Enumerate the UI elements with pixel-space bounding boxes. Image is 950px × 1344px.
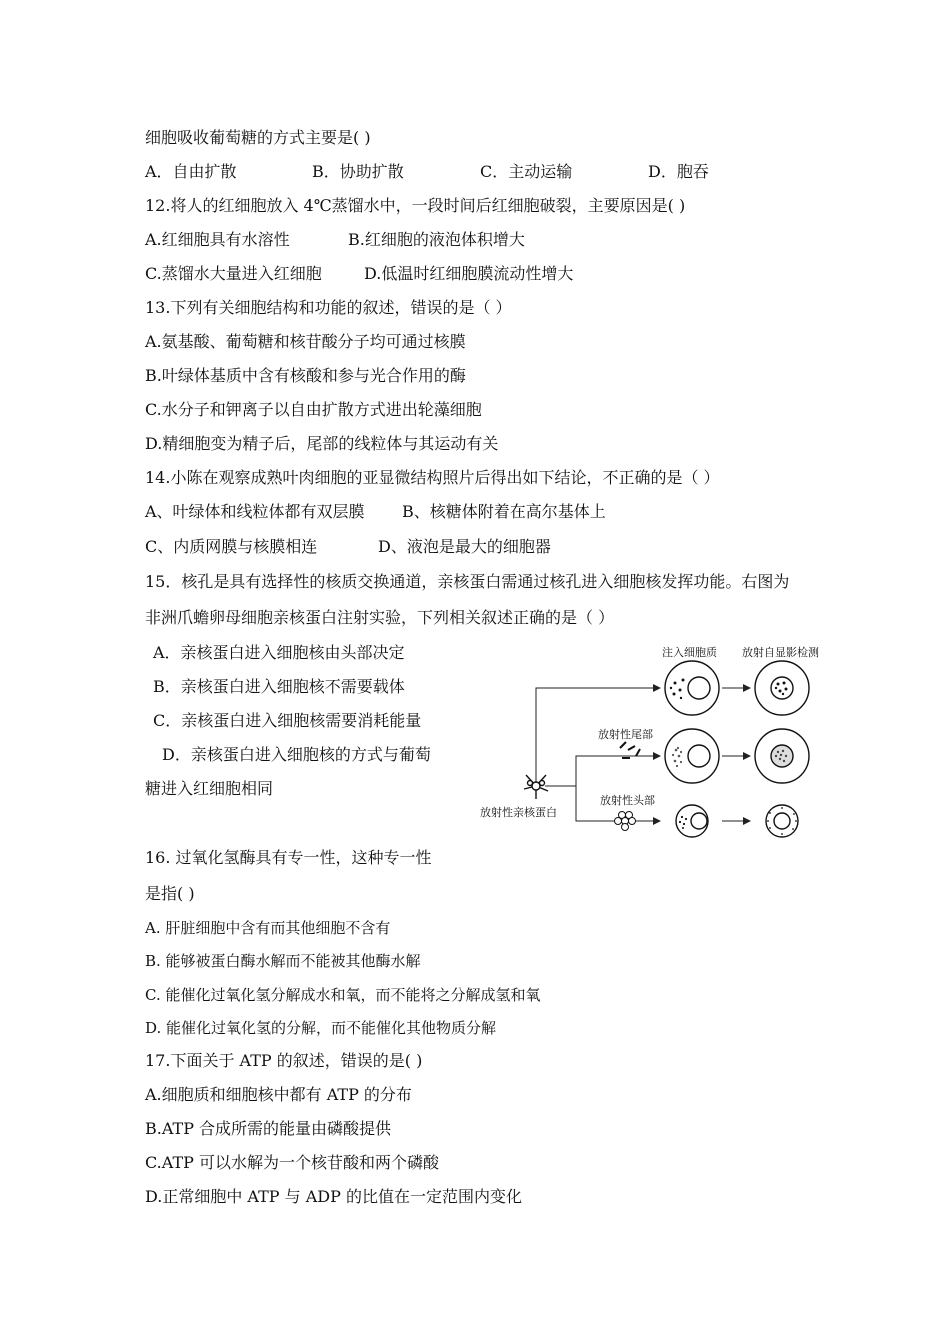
label-inject-cytoplasm: 注入细胞质 bbox=[662, 646, 717, 659]
cell-row2-injected bbox=[665, 729, 719, 783]
cell-row1-injected bbox=[665, 661, 719, 715]
q13-option-b: B.叶绿体基质中含有核酸和参与光合作用的酶 bbox=[145, 366, 466, 385]
q12-stem: 12.将人的红细胞放入 4℃蒸馏水中，一段时间后红细胞破裂，主要原因是( ) bbox=[145, 196, 686, 215]
q13-option-d: D.精细胞变为精子后，尾部的线粒体与其运动有关 bbox=[145, 434, 499, 453]
q11-option-b: B．协助扩散 bbox=[312, 162, 404, 181]
q15-stem-line-2: 非洲爪蟾卵母细胞亲核蛋白注射实验，下列相关叙述正确的是（ ） bbox=[145, 608, 615, 627]
q11-option-a: A．自由扩散 bbox=[145, 162, 237, 181]
q16-option-b: B. 能够被蛋白酶水解而不能被其他酶水解 bbox=[145, 952, 421, 970]
q14-stem: 14.小陈在观察成熟叶肉细胞的亚显微结构照片后得出如下结论，不正确的是（ ） bbox=[145, 468, 720, 487]
nuclear-protein-injection-figure bbox=[470, 638, 850, 838]
q15-option-d-continued: 糖进入红细胞相同 bbox=[145, 779, 274, 798]
q11-stem: 细胞吸收葡萄糖的方式主要是( ) bbox=[145, 128, 371, 147]
cell-row2-result bbox=[755, 729, 809, 783]
radioactive-head-icon bbox=[615, 812, 636, 831]
q17-option-d: D.正常细胞中 ATP 与 ADP 的比值在一定范围内变化 bbox=[145, 1187, 522, 1206]
q15-stem-line-1: 15．核孔是具有选择性的核质交换通道，亲核蛋白需通过核孔进入细胞核发挥功能。右图为 bbox=[145, 572, 790, 591]
q16-option-d: D. 能催化过氧化氢的分解，而不能催化其他物质分解 bbox=[145, 1019, 497, 1037]
q16-option-c: C. 能催化过氧化氢分解成水和氧，而不能将之分解成氢和氧 bbox=[145, 986, 541, 1004]
q11-option-d: D．胞吞 bbox=[648, 162, 709, 181]
q15-option-d: D．亲核蛋白进入细胞核的方式与葡萄 bbox=[162, 745, 431, 764]
cell-row1-result bbox=[755, 661, 809, 715]
q13-option-c: C.水分子和钾离子以自由扩散方式进出轮藻细胞 bbox=[145, 400, 482, 419]
q15-option-a: A．亲核蛋白进入细胞核由头部决定 bbox=[153, 643, 405, 662]
q17-option-a: A.细胞质和细胞核中都有 ATP 的分布 bbox=[145, 1085, 412, 1104]
q15-option-c: C．亲核蛋白进入细胞核需要消耗能量 bbox=[153, 711, 422, 730]
q12-option-c: C.蒸馏水大量进入红细胞 bbox=[145, 264, 322, 283]
q14-option-c: C、内质网膜与核膜相连 bbox=[145, 537, 318, 556]
q17-option-b: B.ATP 合成所需的能量由磷酸提供 bbox=[145, 1119, 392, 1138]
q11-option-c: C．主动运输 bbox=[480, 162, 573, 181]
q16-option-a: A. 肝脏细胞中含有而其他细胞不含有 bbox=[145, 919, 391, 937]
q14-option-a: A、叶绿体和线粒体都有双层膜 bbox=[145, 502, 365, 521]
label-autoradiography: 放射自显影检测 bbox=[742, 646, 819, 659]
q16-stem-line-1: 16. 过氧化氢酶具有专一性，这种专一性 bbox=[145, 848, 432, 867]
q13-option-a: A.氨基酸、葡萄糖和核苷酸分子均可通过核膜 bbox=[145, 332, 466, 351]
q12-option-d: D.低温时红细胞膜流动性增大 bbox=[364, 264, 574, 283]
q17-option-c: C.ATP 可以水解为一个核苷酸和两个磷酸 bbox=[145, 1153, 439, 1172]
q12-option-a: A.红细胞具有水溶性 bbox=[145, 230, 290, 249]
q15-option-b: B．亲核蛋白进入细胞核不需要载体 bbox=[153, 677, 405, 696]
label-radioactive-head: 放射性头部 bbox=[600, 794, 655, 807]
label-radioactive-protein: 放射性亲核蛋白 bbox=[480, 806, 557, 819]
q17-stem: 17.下面关于 ATP 的叙述，错误的是( ) bbox=[145, 1051, 423, 1070]
cell-row3-injected bbox=[676, 805, 708, 837]
q14-option-d: D、液泡是最大的细胞器 bbox=[378, 537, 551, 556]
label-radioactive-tail: 放射性尾部 bbox=[598, 728, 653, 741]
cell-row3-result bbox=[766, 805, 798, 837]
q16-stem-line-2: 是指( ) bbox=[145, 884, 195, 903]
q12-option-b: B.红细胞的液泡体积增大 bbox=[348, 230, 525, 249]
q14-option-b: B、核糖体附着在高尔基体上 bbox=[402, 502, 606, 521]
q13-stem: 13.下列有关细胞结构和功能的叙述，错误的是（ ） bbox=[145, 298, 512, 317]
